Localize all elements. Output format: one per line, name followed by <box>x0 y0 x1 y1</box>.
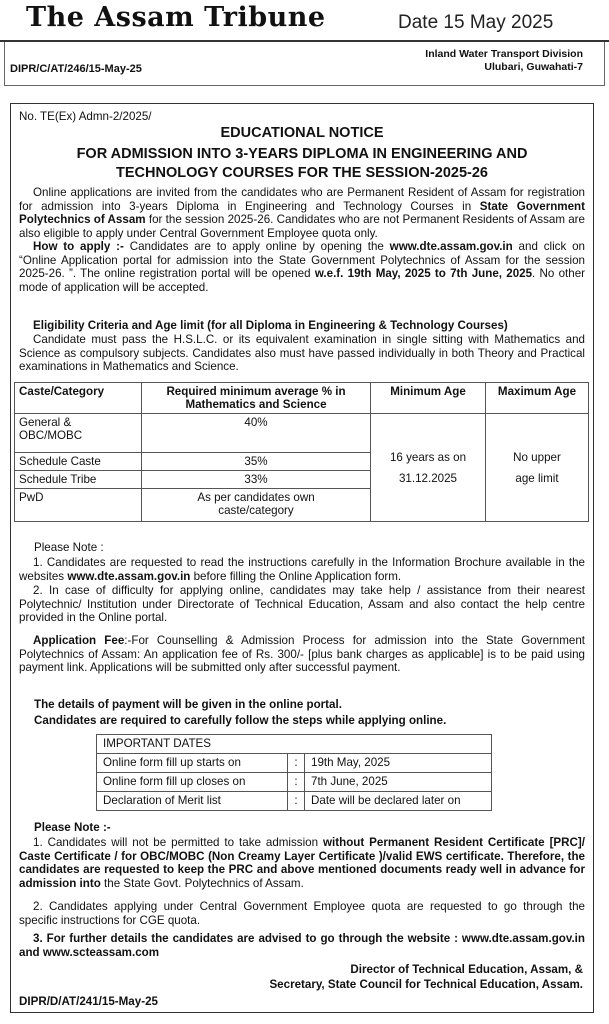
notice-subheading-2: TECHNOLOGY COURSES FOR THE SESSION-2025-26 <box>116 165 488 181</box>
table-row <box>97 792 492 811</box>
table-row <box>15 414 589 453</box>
eligibility-heading: Eligibility Criteria and Age limit (for all Diploma in Engineering & Technology Courses) <box>33 319 508 332</box>
category-cell: PwD <box>15 489 142 522</box>
how-to-apply-paragraph: How to apply :- Candidates are to apply online by opening the www.dte.assam.gov.in and click on “Online Application portal for admission into the State Government Polytechnics of Assam for the session 2025-26. ”. The online registration portal will be opened w.e.f. 19th May, 2025 to 7th June, 2025. No other mode of application will be accepted. <box>19 240 586 294</box>
note2-point-3: 3. For further details the candidates are advised to go through the website : www.dte.assam.gov.in and www.scteassam.com <box>19 932 585 959</box>
category-cell: Schedule Tribe <box>15 471 142 489</box>
please-note-2-title: Please Note :- <box>34 821 111 834</box>
notice-subheading-1: FOR ADMISSION INTO 3-YEARS DIPLOMA IN ENGINEERING AND <box>76 146 528 162</box>
col-header-category: Caste/Category <box>15 383 142 414</box>
max-age-cell: No upper age limit <box>486 414 589 522</box>
date-value: 7th June, 2025 <box>305 773 492 792</box>
dates-title: IMPORTANT DATES <box>97 735 492 754</box>
eligibility-table <box>14 382 589 522</box>
percent-cell: 40% <box>142 414 371 453</box>
intro-paragraph: Online applications are invited from the candidates who are Permanent Resident of Assam for registration for admission into 3-years Diploma in Engineering and Technology Courses in State Government Polytechnics of Assam for the session 2025-26. Candidates who are not Permanent Residents of Assam are also eligible to apply under Central Government Employee quota only. <box>19 186 585 240</box>
note2-point-2: 2. Candidates applying under Central Government Employee quota are requested to go through the specific instructions for CGE quota. <box>19 900 585 927</box>
date-separator: : <box>288 792 305 811</box>
dates-title-row <box>97 735 492 754</box>
date-label: Declaration of Merit list <box>97 792 288 811</box>
category-cell: General & OBC/MOBC <box>15 414 142 453</box>
category-cell: Schedule Caste <box>15 453 142 471</box>
signature-line-2: Secretary, State Council for Technical Education, Assam. <box>269 978 583 991</box>
date-label: Online form fill up starts on <box>97 754 288 773</box>
date-value: 19th May, 2025 <box>305 754 492 773</box>
col-header-percent: Required minimum average % in Mathematics and Science <box>142 383 371 414</box>
dipr-code-top: DIPR/C/AT/246/15-May-25 <box>10 63 142 75</box>
percent-cell: 35% <box>142 453 371 471</box>
division-name: Inland Water Transport Division <box>425 48 583 60</box>
table-row <box>97 773 492 792</box>
note1-point-2: 2. In case of difficulty for applying online, candidates may take help / assistance from their nearest Polytechnic/ Institution under Directorate of Technical Education, Assam and also contact the help centre provided in the Online portal. <box>19 584 585 625</box>
division-city: Ulubari, Guwahati-7 <box>484 61 583 73</box>
note2-point-1: 1. Candidates will not be permitted to take admission without Permanent Resident Certificate [PRC]/ Caste Certificate / for OBC/MOBC (Non Creamy Layer Certificate )/valid EWS certificate. Therefore, the candidates are requested to keep the PRC and above mentioned documents ready well in advance for admission into the State Govt. Polytechnics of Assam. <box>19 836 585 890</box>
col-header-max-age: Maximum Age <box>486 383 589 414</box>
percent-cell: 33% <box>142 471 371 489</box>
percent-cell: As per candidates own caste/category <box>142 489 371 522</box>
division-address <box>425 48 583 74</box>
masthead <box>0 0 609 40</box>
steps-line: Candidates are required to carefully follow the steps while applying online. <box>34 714 447 727</box>
dipr-code-bottom: DIPR/D/AT/241/15-May-25 <box>19 995 158 1008</box>
date-value: Date will be declared later on <box>305 792 492 811</box>
important-dates-table <box>96 734 492 811</box>
signature-line-1: Director of Technical Education, Assam, & <box>350 963 583 976</box>
application-fee-paragraph: Application Fee:-For Counselling & Admission Process for admission into the State Government Polytechnics of Assam: An application fee of Rs. 300/- [plus bank charges as applicable] is to be paid using payment link. Applications will be submitted only after successful payment. <box>19 634 585 675</box>
eligibility-text: Candidate must pass the H.S.L.C. or its equivalent examination in single sitting with Mathematics and Science as compulsory subjects. Candidates also must have passed individually in both Theory and Practical examinations in Mathematics and Science. <box>19 333 585 374</box>
date-separator: : <box>288 773 305 792</box>
date-separator: : <box>288 754 305 773</box>
note1-point-1: 1. Candidates are requested to read the instructions carefully in the Information Brochure available in the websites www.dte.assam.gov.in before filling the Online Application form. <box>19 556 585 583</box>
payment-details-line: The details of payment will be given in the online portal. <box>34 698 342 711</box>
col-header-min-age: Minimum Age <box>371 383 486 414</box>
reference-number: No. TE(Ex) Admn-2/2025/ <box>19 110 152 123</box>
publication-date: Date 15 May 2025 <box>398 12 554 33</box>
table-row <box>97 754 492 773</box>
date-label: Online form fill up closes on <box>97 773 288 792</box>
please-note-title: Please Note : <box>34 541 104 554</box>
newspaper-logo: The Assam Tribune <box>26 2 326 33</box>
table-header-row <box>15 383 589 414</box>
min-age-cell: 16 years as on 31.12.2025 <box>371 414 486 522</box>
notice-heading: EDUCATIONAL NOTICE <box>220 125 384 141</box>
